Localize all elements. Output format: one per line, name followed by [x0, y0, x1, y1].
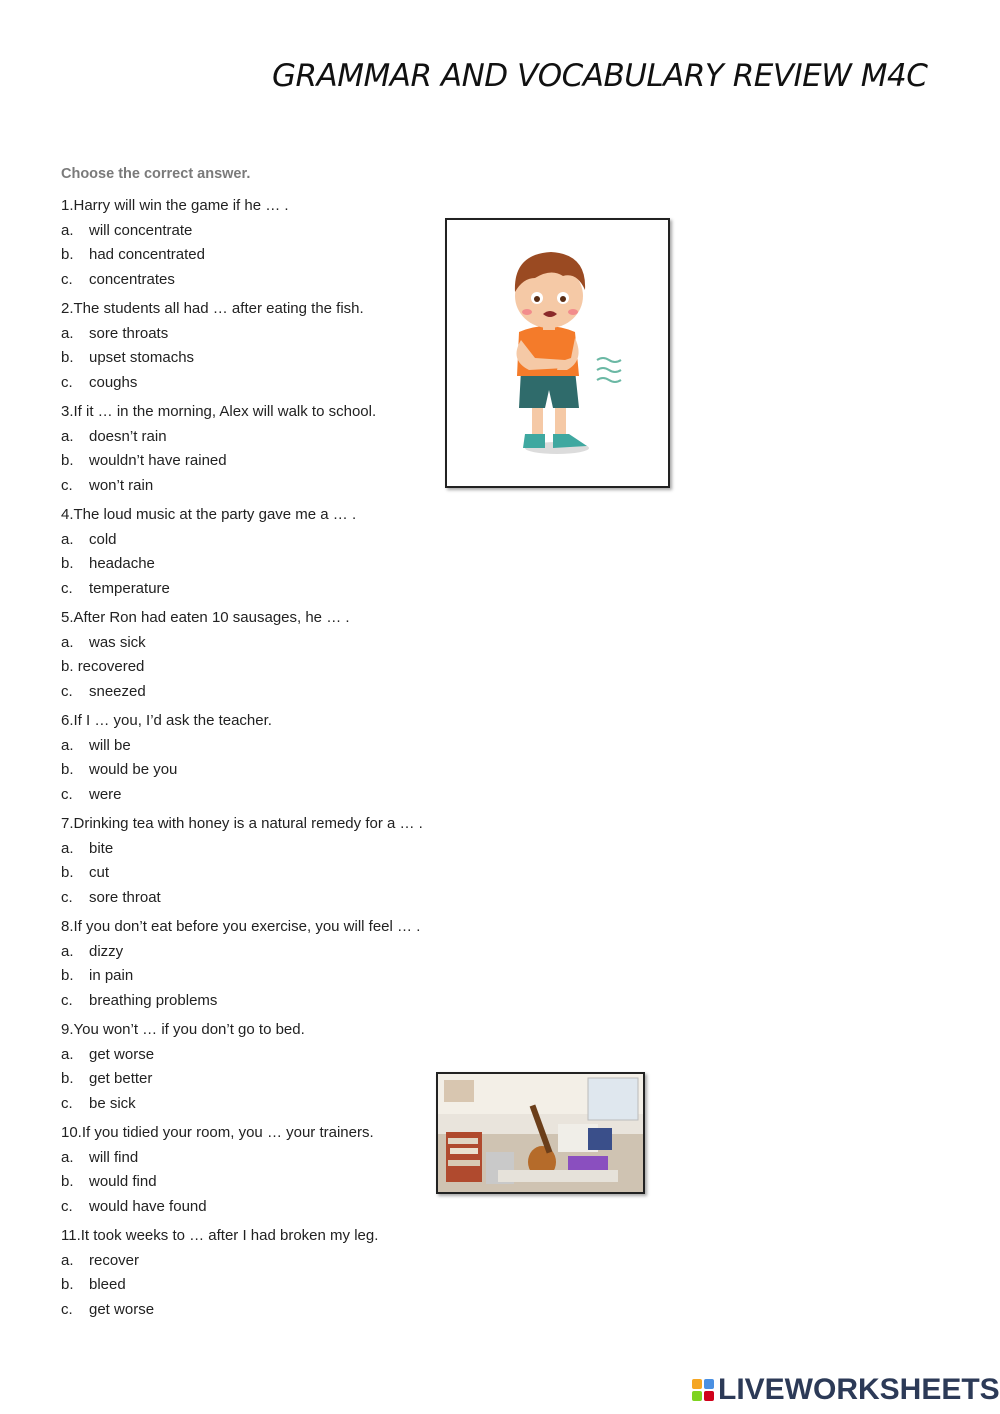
- option-text: concentrates: [89, 270, 175, 288]
- messy-room-photo: [436, 1072, 645, 1194]
- answer-option[interactable]: [61, 783, 461, 808]
- option-letter: c.: [61, 1094, 73, 1112]
- answer-option[interactable]: [61, 1273, 461, 1298]
- option-letter: b.: [61, 761, 74, 778]
- option-text: get worse: [89, 1300, 155, 1318]
- logo-square-2: [704, 1379, 714, 1389]
- option-text: bleed: [89, 1276, 126, 1293]
- question-item: [61, 194, 461, 292]
- option-letter: c.: [61, 682, 73, 700]
- option-letter: b.: [61, 349, 74, 366]
- answer-option[interactable]: [61, 655, 461, 680]
- option-letter: c.: [61, 785, 73, 803]
- option-letter: b.: [61, 246, 74, 263]
- option-letter: a.: [61, 530, 74, 548]
- question-item: [61, 606, 461, 704]
- question-text: 9.You won’t … if you don’t go to bed.: [61, 1021, 305, 1038]
- sick-boy-illustration: [445, 218, 670, 488]
- option-text: dizzy: [89, 942, 124, 960]
- logo-square-3: [692, 1391, 702, 1401]
- option-letter: a.: [61, 736, 74, 754]
- answer-option[interactable]: [61, 837, 461, 862]
- option-letter: c.: [61, 991, 73, 1009]
- answer-option[interactable]: [61, 243, 461, 268]
- option-letter: a.: [61, 221, 74, 239]
- option-letter: a.: [61, 839, 74, 857]
- question-item: [61, 709, 461, 807]
- option-text: had concentrated: [89, 246, 205, 263]
- answer-option[interactable]: [61, 989, 461, 1014]
- option-text: were: [89, 785, 122, 803]
- option-letter: a.: [61, 1148, 74, 1166]
- option-letter: c.: [61, 270, 73, 288]
- option-letter: c.: [61, 579, 73, 597]
- answer-option[interactable]: [61, 268, 461, 293]
- option-letter: b.: [61, 1173, 74, 1190]
- answer-option[interactable]: [61, 449, 461, 474]
- option-text: recover: [89, 1251, 140, 1269]
- answer-option[interactable]: [61, 219, 461, 244]
- answer-option[interactable]: [61, 861, 461, 886]
- answer-option[interactable]: [61, 1146, 461, 1171]
- question-text: 11.It took weeks to … after I had broken my leg.: [61, 1227, 379, 1244]
- question-item: [61, 503, 461, 601]
- option-letter: b.: [61, 452, 74, 469]
- option-letter: c.: [61, 1197, 73, 1215]
- option-text: would find: [89, 1173, 157, 1190]
- option-text: will concentrate: [89, 221, 193, 239]
- option-letter: a.: [61, 633, 74, 651]
- option-letter: b.: [61, 1276, 74, 1293]
- option-text: was sick: [89, 633, 146, 651]
- option-text: would be you: [89, 761, 178, 778]
- option-letter: b.: [61, 658, 74, 675]
- option-text: headache: [89, 555, 155, 572]
- answer-option[interactable]: [61, 940, 461, 965]
- option-text: in pain: [89, 967, 134, 984]
- liveworksheets-logo: [692, 1374, 1000, 1406]
- option-text: cold: [89, 530, 117, 548]
- logo-text: LIVEWORKSHEETS: [718, 1373, 1000, 1406]
- logo-icon: [692, 1379, 714, 1401]
- option-letter: b.: [61, 967, 74, 984]
- answer-option[interactable]: [61, 886, 461, 911]
- answer-option[interactable]: [61, 1170, 461, 1195]
- answer-option[interactable]: [61, 1195, 461, 1220]
- option-text: will be: [89, 736, 131, 754]
- question-item: [61, 297, 461, 395]
- option-letter: a.: [61, 942, 74, 960]
- answer-option[interactable]: [61, 1249, 461, 1274]
- question-text: 5.After Ron had eaten 10 sausages, he … .: [61, 609, 350, 626]
- answer-option[interactable]: [61, 631, 461, 656]
- option-text: temperature: [89, 579, 170, 597]
- option-letter: b.: [61, 1070, 74, 1087]
- option-letter: c.: [61, 476, 73, 494]
- answer-option[interactable]: [61, 1043, 461, 1068]
- question-text: 10.If you tidied your room, you … your trainers.: [61, 1124, 374, 1141]
- answer-option[interactable]: [61, 371, 461, 396]
- option-text: bite: [89, 839, 114, 857]
- option-text: coughs: [89, 373, 138, 391]
- question-text: 2.The students all had … after eating the fish.: [61, 300, 364, 317]
- option-letter: a.: [61, 427, 74, 445]
- question-item: [61, 812, 461, 910]
- option-letter: c.: [61, 373, 73, 391]
- logo-square-4: [704, 1391, 714, 1401]
- option-letter: b.: [61, 864, 74, 881]
- question-list: [61, 194, 461, 1327]
- answer-option[interactable]: [61, 1067, 461, 1092]
- option-text: cut: [89, 864, 110, 881]
- answer-option[interactable]: [61, 425, 461, 450]
- question-text: 4.The loud music at the party gave me a … .: [61, 506, 357, 523]
- option-text: get better: [89, 1070, 153, 1087]
- question-item: [61, 915, 461, 1013]
- question-item: [61, 1121, 461, 1219]
- answer-option[interactable]: [61, 577, 461, 602]
- question-text: 6.If I … you, I’d ask the teacher.: [61, 712, 272, 729]
- question-text: 8.If you don’t eat before you exercise, you will feel … .: [61, 918, 421, 935]
- option-text: get worse: [89, 1045, 155, 1063]
- question-text: 7.Drinking tea with honey is a natural remedy for a … .: [61, 815, 423, 832]
- answer-option[interactable]: [61, 528, 461, 553]
- instructions: Choose the correct answer.: [61, 166, 251, 182]
- option-letter: a.: [61, 324, 74, 342]
- option-text: sore throats: [89, 324, 169, 342]
- option-letter: a.: [61, 1045, 74, 1063]
- answer-option[interactable]: [61, 1092, 461, 1117]
- answer-option[interactable]: [61, 964, 461, 989]
- option-text: breathing problems: [89, 991, 218, 1009]
- option-text: sore throat: [89, 888, 161, 906]
- option-letter: c.: [61, 888, 73, 906]
- option-text: will find: [89, 1148, 139, 1166]
- option-text: doesn’t rain: [89, 427, 167, 445]
- option-text: recovered: [77, 658, 145, 675]
- question-text: 3.If it … in the morning, Alex will walk to school.: [61, 403, 377, 420]
- option-letter: c.: [61, 1300, 73, 1318]
- option-text: be sick: [89, 1094, 136, 1112]
- option-text: upset stomachs: [89, 349, 195, 366]
- answer-option[interactable]: [61, 680, 461, 705]
- question-text: 1.Harry will win the game if he … .: [61, 197, 289, 214]
- option-text: wouldn’t have rained: [89, 452, 227, 469]
- page-title: GRAMMAR AND VOCABULARY REVIEW M4C: [272, 58, 928, 94]
- option-letter: b.: [61, 555, 74, 572]
- question-item: [61, 1018, 461, 1116]
- question-item: [61, 400, 461, 498]
- answer-option[interactable]: [61, 322, 461, 347]
- answer-option[interactable]: [61, 346, 461, 371]
- question-item: [61, 1224, 461, 1322]
- answer-option[interactable]: [61, 734, 461, 759]
- answer-option[interactable]: [61, 552, 461, 577]
- option-letter: a.: [61, 1251, 74, 1269]
- answer-option[interactable]: [61, 758, 461, 783]
- option-text: won’t rain: [89, 476, 154, 494]
- answer-option[interactable]: [61, 1298, 461, 1323]
- logo-square-1: [692, 1379, 702, 1389]
- option-text: would have found: [89, 1197, 207, 1215]
- answer-option[interactable]: [61, 474, 461, 499]
- option-text: sneezed: [89, 682, 146, 700]
